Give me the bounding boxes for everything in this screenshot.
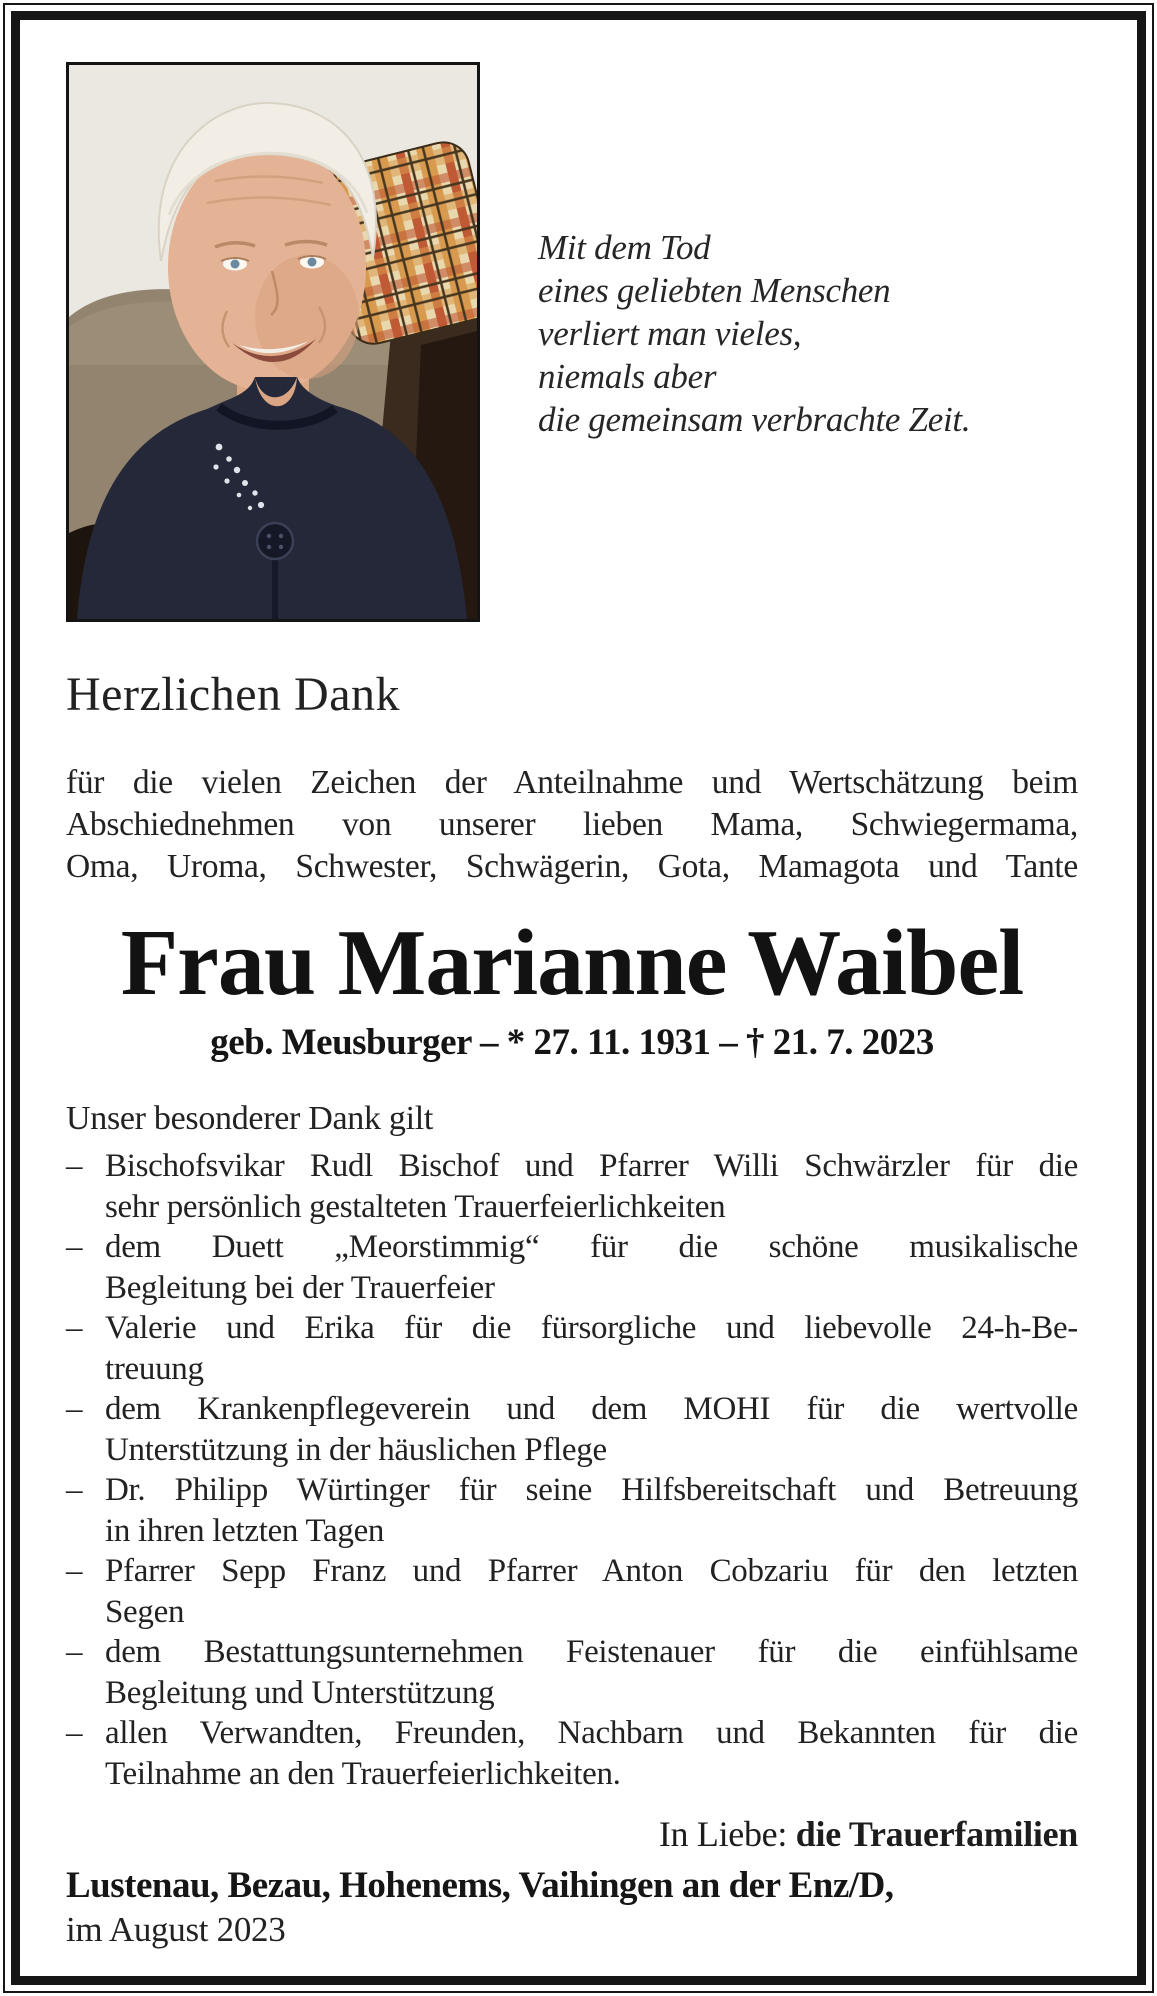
places-line: Lustenau, Bezau, Hohenems, Vaihingen an der Enz/D, (66, 1865, 894, 1906)
dash-bullet: – (66, 1634, 83, 1670)
dash-bullet: – (66, 1472, 83, 1508)
dash-bullet: – (66, 1229, 83, 1265)
closing-family: die Trauerfamilien (795, 1814, 1078, 1854)
thanks-item (66, 1389, 1078, 1470)
thanks-line: dem Duett „Meorstimmig“ für die schöne musikalische (105, 1229, 1078, 1265)
deceased-dates: geb. Meusburger – * 27. 11. 1931 – † 21. 7. 2023 (210, 1022, 934, 1063)
thanks-item (66, 1470, 1078, 1551)
thanks-line: Pfarrer Sepp Franz und Pfarrer Anton Cobzariu für den letzten (105, 1553, 1078, 1589)
thanks-line: sehr persönlich gestalteten Trauerfeierlichkeiten (105, 1188, 726, 1225)
poem-line: Mit dem Tod (538, 228, 711, 267)
thanks-line: Dr. Philipp Würtinger für seine Hilfsbereitschaft und Betreuung (105, 1472, 1078, 1508)
thanks-line: treuung (105, 1350, 204, 1387)
special-thanks-intro: Unser besonderer Dank gilt (66, 1100, 434, 1137)
intro-line: Abschiednehmen von unserer lieben Mama, Schwiegermama, (66, 806, 1078, 843)
dash-bullet: – (66, 1391, 83, 1427)
intro-line: für die vielen Zeichen der Anteilnahme und Wertschätzung beim (66, 764, 1078, 801)
thanks-item (66, 1551, 1078, 1632)
portrait-photo (66, 62, 480, 622)
thanks-line: allen Verwandten, Freunden, Nachbarn und Bekannten für die (105, 1715, 1078, 1751)
dash-bullet: – (66, 1553, 83, 1589)
poem-line: niemals aber (538, 357, 717, 396)
poem-line: die gemeinsam verbrachte Zeit. (538, 400, 971, 439)
memorial-poem (538, 226, 970, 441)
thanks-line: Valerie und Erika für die fürsorgliche und liebevolle 24-h-Be- (105, 1310, 1078, 1346)
thanks-line: Teilnahme an den Trauerfeierlichkeiten. (105, 1755, 621, 1792)
deceased-name: Frau Marianne Waibel (120, 911, 1024, 1015)
date-line: im August 2023 (66, 1910, 286, 1949)
card-content (66, 0, 1078, 1996)
dash-bullet: – (66, 1310, 83, 1346)
thanks-line: Segen (105, 1593, 185, 1630)
intro-paragraph (66, 762, 1078, 888)
closing-line (66, 1812, 1078, 1856)
thanks-item (66, 1146, 1078, 1227)
thanks-item (66, 1308, 1078, 1389)
thanks-heading: Herzlichen Dank (66, 668, 401, 721)
poem-line: eines geliebten Menschen (538, 271, 891, 310)
thanks-line: Begleitung und Unterstützung (105, 1674, 495, 1711)
thanks-item (66, 1713, 1078, 1794)
thanks-list (66, 1146, 1078, 1794)
dash-bullet: – (66, 1715, 83, 1751)
thanks-line: dem Krankenpflegeverein und dem MOHI für die wertvolle (105, 1391, 1078, 1427)
thanks-line: dem Bestattungsunternehmen Feistenauer für die einfühlsame (105, 1634, 1078, 1670)
dash-bullet: – (66, 1148, 83, 1184)
thanks-item (66, 1227, 1078, 1308)
thanks-item (66, 1632, 1078, 1713)
closing-prefix: In Liebe: (658, 1814, 796, 1854)
thanks-line: Unterstützung in der häuslichen Pflege (105, 1431, 607, 1468)
poem-line: verliert man vieles, (538, 314, 802, 353)
portrait-illustration (69, 65, 477, 619)
thanks-line: in ihren letzten Tagen (105, 1512, 385, 1549)
thanks-line: Bischofsvikar Rudl Bischof und Pfarrer Willi Schwärzler für die (105, 1148, 1078, 1184)
thanks-line: Begleitung bei der Trauerfeier (105, 1269, 495, 1306)
intro-line: Oma, Uroma, Schwester, Schwägerin, Gota, Mamagota und Tante (66, 848, 1078, 885)
